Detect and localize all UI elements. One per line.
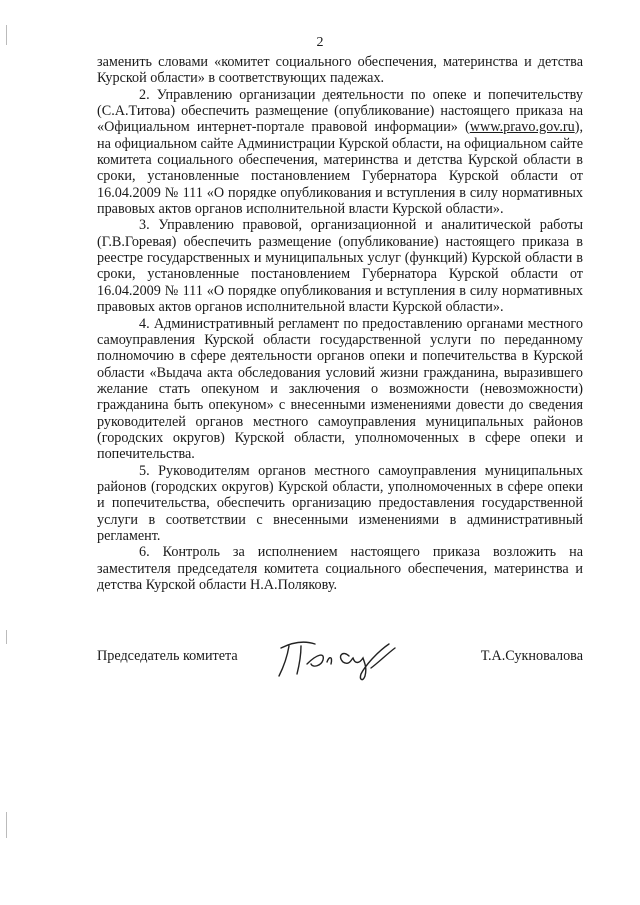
signatory-title: Председатель комитета [97, 648, 238, 664]
paragraph-2-text-end: ), на официальном сайте Администрации Курской области, на официальном сайте комитета социального обеспечения, материнства и детства Курской области в сроки, установленные постановлением Губернатора Курской области от 16.04.2009 № 111 «О порядке опубликования и вступления в силу нормативных правовых актов органов исполнительной власти Курской области». [97, 119, 583, 218]
document-body [97, 54, 583, 593]
paragraph-4: 4. Административный регламент по предоставлению органами местного самоуправления Курской области государственной услуги по переданному полномочию в сфере деятельности органов опеки и попечительства в Курской области «Выдача акта обследования условий жизни гражданина, выразившего желание стать опекуном и заключения о возможности (невозможности) гражданина быть опекуном» с внесенными изменениями довести до сведения руководителей органов местного самоуправления муниципальных районов (городских округов) Курской области, уполномоченных в сфере опеки и попечительства. [97, 315, 583, 463]
scan-margin-mark [6, 630, 7, 644]
page-number: 2 [316, 35, 324, 50]
paragraph-2 [97, 87, 583, 218]
pravo-gov-link[interactable]: www.pravo.gov.ru [469, 119, 575, 136]
scan-margin-mark [6, 812, 7, 838]
paragraph-6: 6. Контроль за исполнением настоящего приказа возложить на заместителя председателя комитета социального обеспечения, материнства и детства Курской области Н.А.Полякову. [97, 544, 583, 593]
paragraph-5: 5. Руководителям органов местного самоуправления муниципальных районов (городских округов) Курской области, уполномоченных в сфере опеки и попечительства, обеспечить организацию предоставления государственной услуги в соответствии с внесенными изменениями в административный регламент. [97, 462, 583, 544]
signatory-name: Т.А.Сукновалова [480, 648, 583, 664]
signature-block [97, 640, 583, 684]
paragraph-3: 3. Управлению правовой, организационной и аналитической работы (Г.В.Горевая) обеспечить размещение (опубликование) настоящего приказа в реестре государственных и муниципальных услуг (функций) Курской области в сроки, установленные постановлением Губернатора Курской области от 16.04.2009 № 111 «О порядке опубликования и вступления в силу нормативных правовых актов органов исполнительной власти Курской области». [97, 217, 583, 316]
handwritten-signature [267, 634, 417, 684]
paragraph-continuation: заменить словами «комитет социального обеспечения, материнства и детства Курской области» в соответствующих падежах. [97, 54, 583, 87]
paragraph-2-text-start: 2. Управлению организации деятельности по опеке и попечительству (С.А.Титова) обеспечить размещение (опубликование) настоящего приказа на «Официальном интернет-портале правовой информации» ( [97, 86, 583, 136]
scan-margin-mark [6, 25, 7, 45]
